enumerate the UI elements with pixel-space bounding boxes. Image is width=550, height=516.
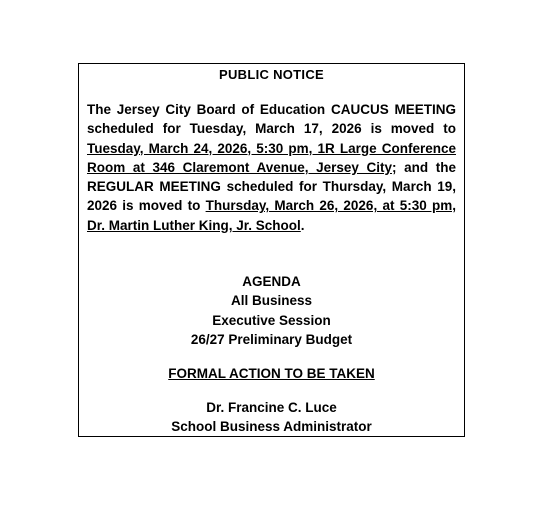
notice-intro-text: The Jersey City Board of Education CAUCUS MEETING scheduled for Tuesday, March 17, 2026 is moved to [87,102,456,137]
agenda-heading: AGENDA [242,274,301,289]
agenda-item: 26/27 Preliminary Budget [190,331,353,347]
notice-end-text: . [300,217,305,233]
public-notice-box [78,63,465,437]
agenda-item: Executive Session [212,312,331,328]
agenda-section [79,272,464,349]
signature-block [79,398,464,437]
formal-action-section [79,364,464,383]
signatory-name: Dr. Francine C. Luce [206,400,337,415]
notice-title: PUBLIC NOTICE [218,67,324,82]
formal-action-text: FORMAL ACTION TO BE TAKEN [168,366,375,381]
signatory-title: School Business Administrator [171,419,372,435]
agenda-item: All Business [230,293,313,309]
notice-middle-text: ; and the REGULAR MEETING scheduled for Thursday, March 19, 2026 is moved to [87,159,457,214]
notice-body [87,100,456,235]
caucus-new-date: Tuesday, March 24, 2026, 5:30 pm, 1R Large Conference Room at 346 Claremont Avenue, Jersey City [87,140,456,175]
regular-new-date: Thursday, March 26, 2026, at 5:30 pm, Dr. Martin Luther King, Jr. School [87,198,456,233]
